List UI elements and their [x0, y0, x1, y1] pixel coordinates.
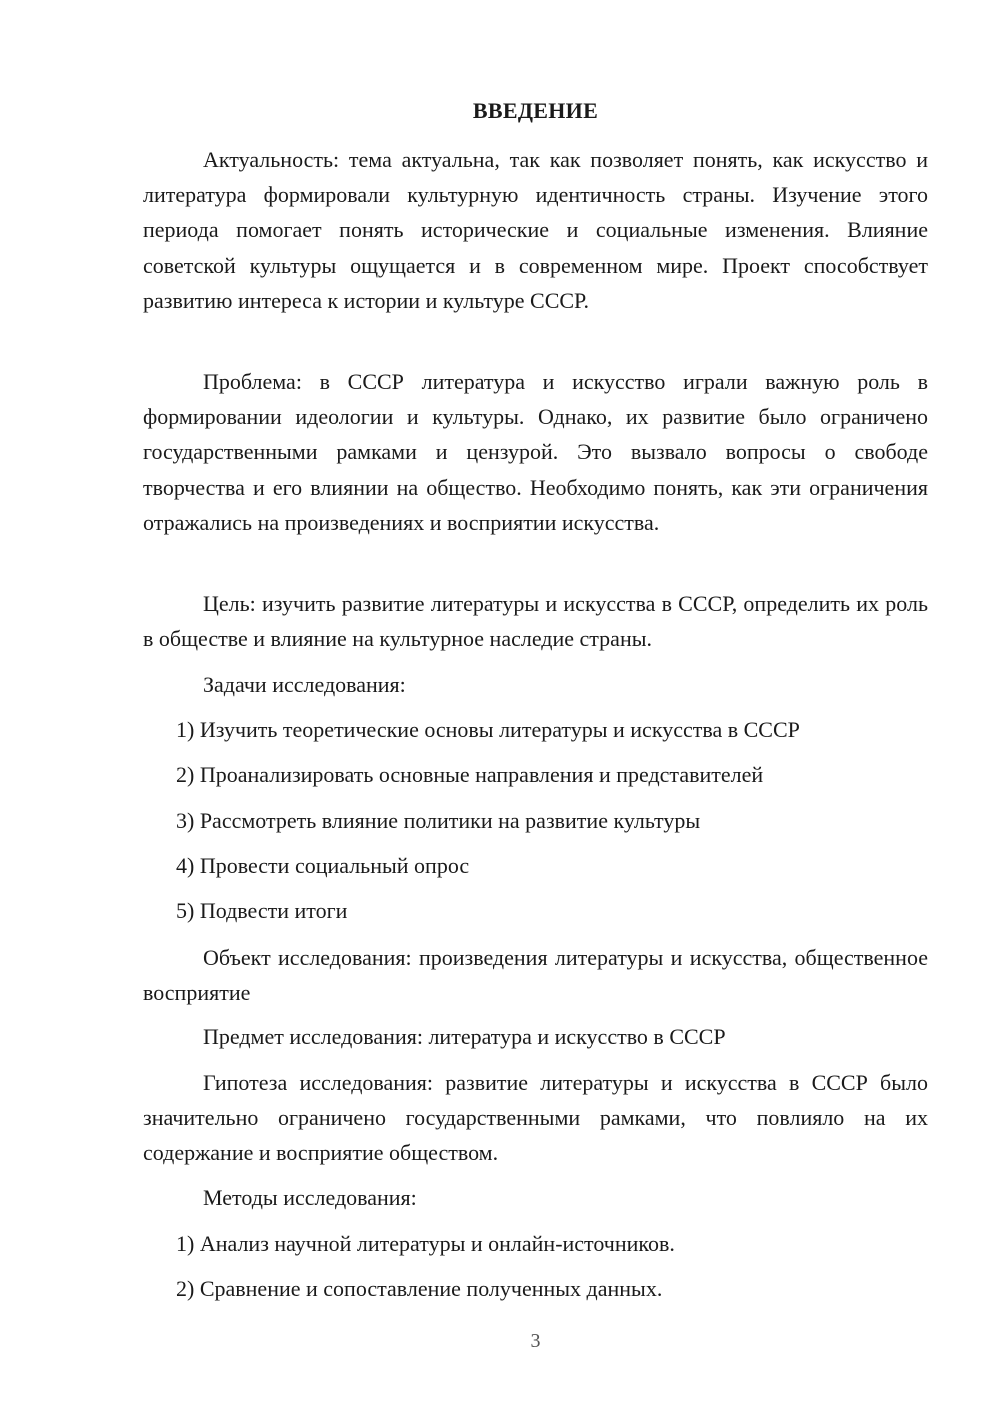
object-paragraph: Объект исследования: произведения литературы и искусства, общественное восприятие [143, 945, 928, 1006]
tasks-title: Задачи исследования: [203, 672, 406, 697]
methods-title: Методы исследования: [203, 1185, 417, 1210]
goal-paragraph: Цель: изучить развитие литературы и искусства в СССР, определить их роль в обществе и влияние на культурное наследие страны. [143, 591, 928, 652]
document-page [143, 0, 928, 1414]
list-item: 3) Рассмотреть влияние политики на развитие культуры [176, 808, 701, 833]
list-item: 1) Изучить теоретические основы литературы и искусства в СССР [176, 717, 800, 742]
list-item: 1) Анализ научной литературы и онлайн-источников. [176, 1231, 675, 1256]
list-item: 2) Проанализировать основные направления и представителей [176, 762, 764, 787]
page-number: 3 [530, 1330, 541, 1352]
list-item: 4) Провести социальный опрос [176, 853, 470, 878]
subject-paragraph: Предмет исследования: литература и искусство в СССР [203, 1024, 726, 1049]
relevance-paragraph: Актуальность: тема актуальна, так как позволяет понять, как искусство и литература формировали культурную идентичность страны. Изучение этого периода помогает понять исторические и социальные изменения. Влияние советской культуры ощущается и в современном мире. Проект способствует развитию интереса к истории и культуре СССР. [143, 147, 928, 313]
hypothesis-paragraph: Гипотеза исследования: развитие литературы и искусства в СССР было значительно ограничено государственными рамками, что повлияло на их содержание и восприятие обществом. [143, 1070, 928, 1166]
list-item: 2) Сравнение и сопоставление полученных данных. [176, 1276, 663, 1301]
problem-paragraph: Проблема: в СССР литература и искусство играли важную роль в формировании идеологии и культуры. Однако, их развитие было ограничено государственными рамками и цензурой. Это вызвало вопросы о свободе творчества и его влиянии на общество. Необходимо понять, как эти ограничения отражались на произведениях и восприятии искусства. [143, 369, 928, 535]
list-item: 5) Подвести итоги [176, 898, 348, 923]
page-title: ВВЕДЕНИЕ [472, 98, 599, 123]
